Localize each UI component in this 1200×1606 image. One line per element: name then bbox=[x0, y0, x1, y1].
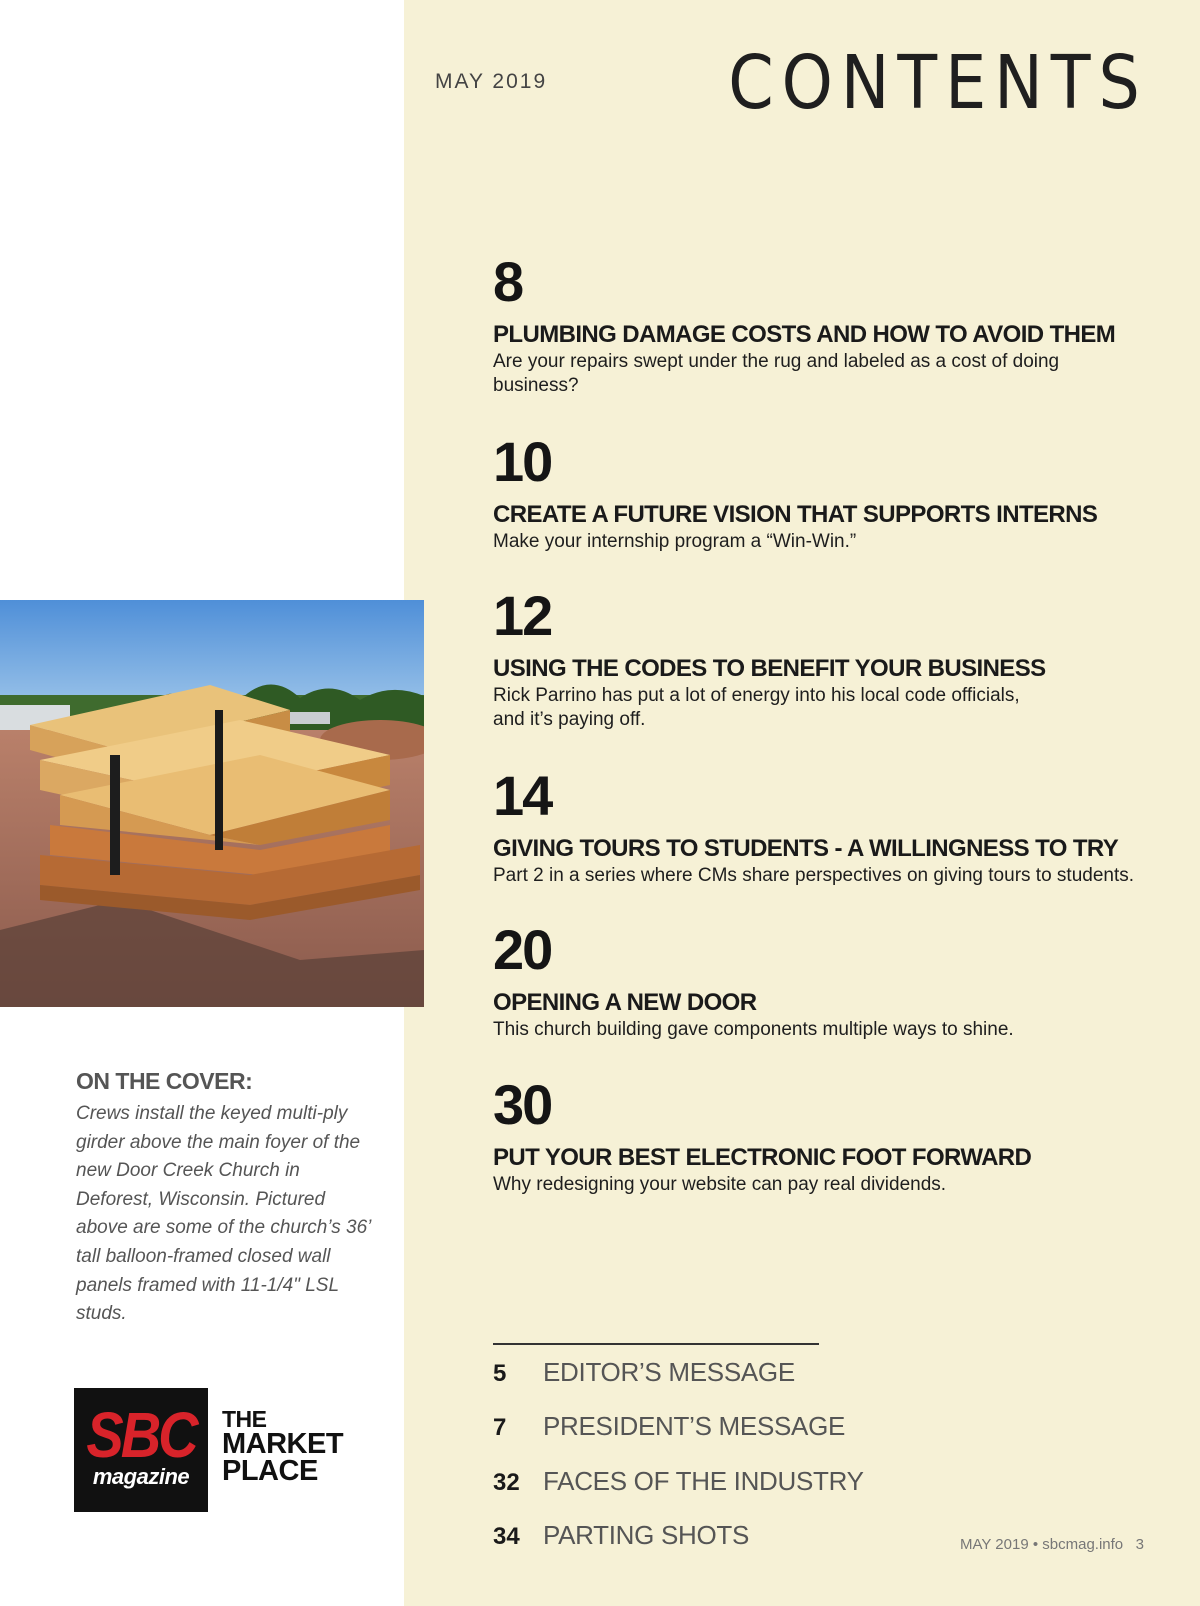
feature-page-number: 30 bbox=[493, 1073, 552, 1136]
department-title: FACES OF THE INDUSTRY bbox=[543, 1466, 864, 1496]
feature-item[interactable] bbox=[493, 920, 1173, 1042]
feature-item[interactable] bbox=[493, 586, 1173, 732]
footer-text: MAY 2019 • sbcmag.info bbox=[960, 1536, 1124, 1553]
feature-description: Rick Parrino has put a lot of energy into his local code officials, and it’s paying off. bbox=[493, 685, 1020, 730]
department-title: PRESIDENT’S MESSAGE bbox=[543, 1411, 846, 1441]
feature-title: PLUMBING DAMAGE COSTS AND HOW TO AVOID THEM bbox=[493, 321, 1116, 348]
feature-description: Why redesigning your website can pay real dividends. bbox=[493, 1174, 947, 1195]
feature-item[interactable] bbox=[493, 766, 1173, 888]
feature-title: OPENING A NEW DOOR bbox=[493, 989, 757, 1016]
feature-item[interactable] bbox=[493, 432, 1173, 554]
feature-description: Part 2 in a series where CMs share perspectives on giving tours to students. bbox=[493, 865, 1135, 886]
department-item[interactable] bbox=[493, 1466, 864, 1497]
cover-caption: Crews install the keyed multi-ply girder above the main foyer of the new Door Creek Church in Deforest, Wisconsin. Pictured above are some of the church’s 36’ tall balloon-framed closed wall panels framed with 11-1/4" LSL studs. bbox=[76, 1103, 371, 1325]
issue-date: MAY 2019 bbox=[435, 70, 548, 93]
feature-description: This church building gave components multiple ways to shine. bbox=[493, 1019, 1014, 1040]
sbc-magazine-logo bbox=[74, 1388, 208, 1512]
department-page-number: 7 bbox=[493, 1414, 507, 1441]
feature-item[interactable] bbox=[493, 252, 1173, 398]
department-item[interactable] bbox=[493, 1411, 845, 1442]
logo-magazine-text: magazine bbox=[92, 1464, 190, 1489]
market-place-line3: PLACE bbox=[222, 1455, 318, 1487]
cover-photo bbox=[0, 600, 424, 1007]
page-title: CONTENTS bbox=[728, 40, 1148, 126]
market-place-label bbox=[222, 1407, 343, 1485]
logo-sbc-text: SBC bbox=[86, 1398, 196, 1471]
department-title: PARTING SHOTS bbox=[543, 1520, 750, 1550]
department-page-number: 34 bbox=[493, 1523, 520, 1550]
feature-title: USING THE CODES TO BENEFIT YOUR BUSINESS bbox=[493, 655, 1046, 682]
feature-title: GIVING TOURS TO STUDENTS - A WILLINGNESS TO TRY bbox=[493, 835, 1119, 862]
page-footer bbox=[960, 1536, 1144, 1553]
market-place-line1: THE bbox=[222, 1406, 267, 1432]
feature-page-number: 14 bbox=[493, 764, 552, 827]
market-place-line2: MARKET bbox=[222, 1428, 344, 1460]
feature-item[interactable] bbox=[493, 1075, 1173, 1197]
feature-page-number: 12 bbox=[493, 584, 552, 647]
footer-page-number: 3 bbox=[1135, 1536, 1144, 1553]
feature-description: Make your internship program a “Win-Win.” bbox=[493, 531, 857, 552]
department-page-number: 5 bbox=[493, 1360, 507, 1387]
feature-description: Are your repairs swept under the rug and labeled as a cost of doing business? bbox=[493, 351, 1060, 396]
feature-page-number: 10 bbox=[493, 430, 552, 493]
department-item[interactable] bbox=[493, 1520, 749, 1551]
feature-page-number: 8 bbox=[493, 250, 523, 313]
feature-title: CREATE A FUTURE VISION THAT SUPPORTS INTERNS bbox=[493, 501, 1098, 528]
department-title: EDITOR’S MESSAGE bbox=[543, 1357, 795, 1387]
cover-heading: ON THE COVER: bbox=[76, 1068, 253, 1094]
feature-page-number: 20 bbox=[493, 918, 552, 981]
section-divider bbox=[493, 1343, 819, 1345]
department-item[interactable] bbox=[493, 1357, 795, 1388]
department-page-number: 32 bbox=[493, 1469, 520, 1496]
feature-title: PUT YOUR BEST ELECTRONIC FOOT FORWARD bbox=[493, 1144, 1032, 1171]
